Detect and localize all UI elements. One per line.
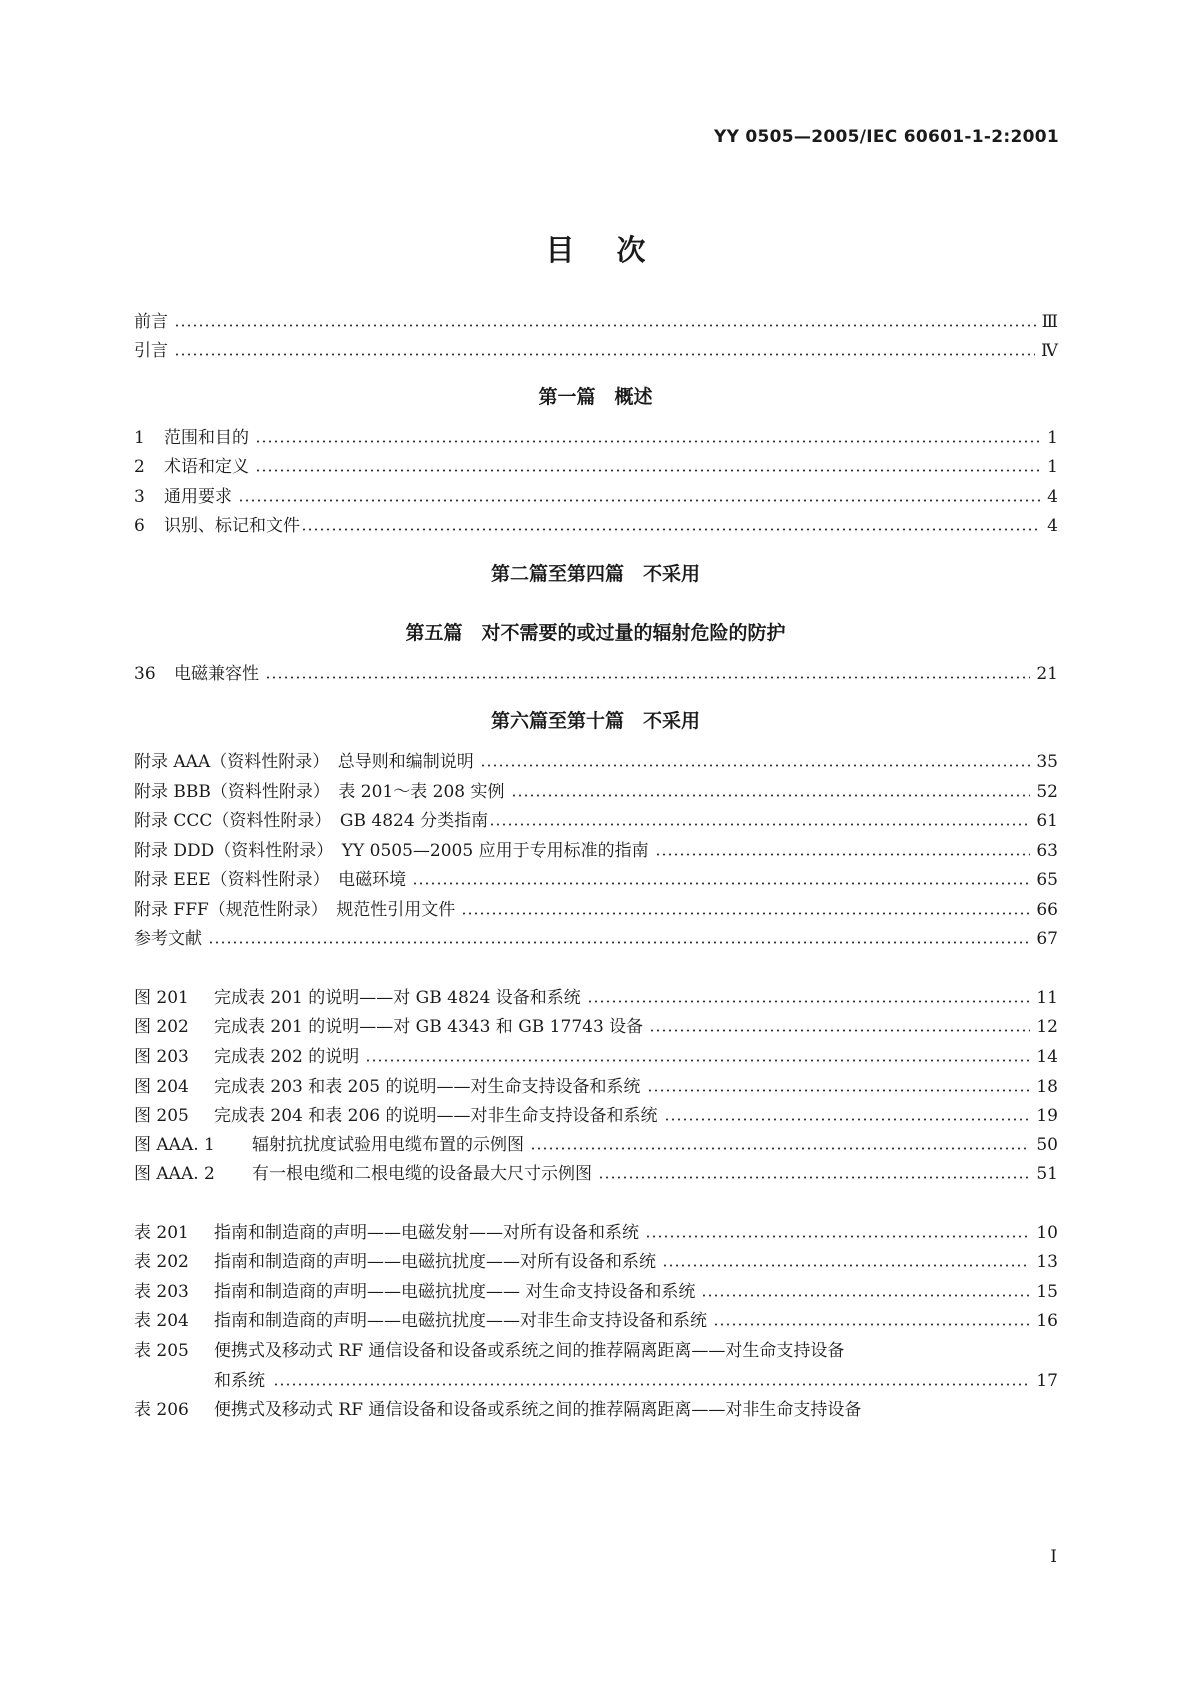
clause-number: 3	[134, 487, 145, 507]
leader-dots	[273, 1383, 1030, 1386]
toc-entry-text: 附录 EEE（资料性附录） 电磁环境	[134, 870, 407, 890]
leader-dots	[265, 676, 1030, 679]
leader-dots	[174, 353, 1035, 356]
toc-entry-text: 前言	[134, 312, 168, 332]
toc-entry-table-205-continued[interactable]	[134, 1369, 1058, 1393]
toc-page-number: 1	[1047, 457, 1058, 477]
toc-entry-table-205[interactable]	[134, 1339, 1058, 1363]
toc-entry-text: 完成表 202 的说明	[214, 1047, 360, 1067]
figure-number: 图 203	[134, 1047, 189, 1067]
leader-dots	[655, 853, 1031, 856]
toc-entry-annex-aaa[interactable]	[134, 750, 1058, 774]
clause-number: 6	[134, 516, 145, 536]
leader-dots	[238, 499, 1041, 502]
toc-entry-introduction[interactable]	[134, 339, 1058, 363]
toc-entry-figure-aaa1[interactable]	[134, 1133, 1058, 1157]
toc-entry-annex-ddd[interactable]	[134, 839, 1058, 863]
toc-entry-table-203[interactable]	[134, 1280, 1058, 1304]
leader-dots	[255, 440, 1041, 443]
toc-page-number: 12	[1036, 1017, 1058, 1037]
toc-entry-text: 指南和制造商的声明——电磁抗扰度——对所有设备和系统	[214, 1252, 656, 1272]
table-number: 表 201	[134, 1223, 189, 1243]
leader-dots	[647, 1089, 1031, 1092]
toc-page-number: 51	[1036, 1164, 1058, 1184]
toc-page-number: 67	[1036, 929, 1058, 949]
toc-entry-clause-36[interactable]	[134, 662, 1058, 686]
toc-page-number: Ⅲ	[1041, 312, 1058, 332]
toc-entry-annex-ccc[interactable]	[134, 809, 1058, 833]
clause-number: 36	[134, 664, 156, 684]
toc-page-number: 66	[1036, 900, 1058, 920]
leader-dots	[365, 1059, 1030, 1062]
clause-number: 1	[134, 428, 145, 448]
toc-page-number: 65	[1036, 870, 1058, 890]
table-number: 表 205	[134, 1341, 189, 1361]
toc-entry-figure-203[interactable]	[134, 1045, 1058, 1069]
toc-entry-text: 有一根电缆和二根电缆的设备最大尺寸示例图	[252, 1164, 592, 1184]
leader-dots	[649, 1029, 1030, 1032]
toc-page-number: 52	[1036, 782, 1058, 802]
table-number: 表 204	[134, 1311, 189, 1331]
leader-dots	[301, 528, 1041, 531]
page-folio: Ⅰ	[1050, 1547, 1057, 1567]
figure-number: 图 AAA. 1	[134, 1135, 215, 1155]
toc-entry-annex-bbb[interactable]	[134, 780, 1058, 804]
leader-dots	[664, 1118, 1031, 1121]
leader-dots	[645, 1235, 1030, 1238]
toc-entry-table-204[interactable]	[134, 1309, 1058, 1333]
toc-entry-text: 附录 AAA（资料性附录） 总导则和编制说明	[134, 752, 474, 772]
toc-entry-text: 和系统	[214, 1371, 265, 1391]
toc-page-number: 19	[1036, 1106, 1058, 1126]
leader-dots	[174, 324, 1036, 327]
toc-entry-text: 完成表 201 的说明——对 GB 4824 设备和系统	[214, 988, 581, 1008]
toc-page-number: 17	[1036, 1371, 1058, 1391]
toc-entry-text: 附录 CCC（资料性附录） GB 4824 分类指南	[134, 811, 489, 831]
table-number: 表 202	[134, 1252, 189, 1272]
table-number: 表 206	[134, 1400, 189, 1420]
toc-entry-text: 辐射抗扰度试验用电缆布置的示例图	[252, 1135, 524, 1155]
toc-page-number: 1	[1047, 428, 1058, 448]
figure-number: 图 201	[134, 988, 189, 1008]
leader-dots	[662, 1264, 1030, 1267]
toc-page-number: 15	[1036, 1282, 1058, 1302]
toc-entry-figure-205[interactable]	[134, 1104, 1058, 1128]
toc-entry-text: 电磁兼容性	[174, 664, 259, 684]
toc-entry-table-206[interactable]	[134, 1398, 1058, 1422]
part-heading-6-10: 第六篇至第十篇 不采用	[490, 710, 700, 732]
toc-entry-text: 完成表 204 和表 206 的说明——对非生命支持设备和系统	[214, 1106, 658, 1126]
toc-entry-text: 识别、标记和文件	[164, 516, 300, 536]
toc-entry-annex-eee[interactable]	[134, 868, 1058, 892]
toc-page-number: 50	[1036, 1135, 1058, 1155]
toc-entry-text: 指南和制造商的声明——电磁抗扰度——对非生命支持设备和系统	[214, 1311, 707, 1331]
clause-number: 2	[134, 457, 145, 477]
figure-number: 图 AAA. 2	[134, 1164, 215, 1184]
toc-entry-text: 附录 FFF（规范性附录） 规范性引用文件	[134, 900, 456, 920]
toc-page-number: 63	[1036, 841, 1058, 861]
toc-entry-clause-3[interactable]	[134, 485, 1058, 509]
toc-entry-clause-2[interactable]	[134, 455, 1058, 479]
toc-entry-text: 完成表 203 和表 205 的说明——对生命支持设备和系统	[214, 1077, 641, 1097]
leader-dots	[208, 941, 1030, 944]
toc-entry-clause-1[interactable]	[134, 426, 1058, 450]
page-title: 目次	[545, 233, 688, 267]
toc-page-number: 10	[1036, 1223, 1058, 1243]
figure-number: 图 205	[134, 1106, 189, 1126]
toc-entry-table-201[interactable]	[134, 1221, 1058, 1245]
toc-entry-text: 引言	[134, 341, 168, 361]
leader-dots	[713, 1323, 1030, 1326]
toc-entry-text: 指南和制造商的声明——电磁发射——对所有设备和系统	[214, 1223, 639, 1243]
table-number: 表 203	[134, 1282, 189, 1302]
standard-code: YY 0505—2005/IEC 60601-1-2:2001	[713, 127, 1059, 147]
toc-entry-text: 范围和目的	[164, 428, 249, 448]
leader-dots	[530, 1147, 1030, 1150]
toc-entry-text: 便携式及移动式 RF 通信设备和设备或系统之间的推荐隔离距离——对生命支持设备	[214, 1341, 845, 1361]
leader-dots	[598, 1176, 1030, 1179]
toc-page-number: 21	[1036, 664, 1058, 684]
leader-dots	[461, 912, 1030, 915]
toc-page-number: 13	[1036, 1252, 1058, 1272]
toc-entry-text: 指南和制造商的声明——电磁抗扰度—— 对生命支持设备和系统	[214, 1282, 696, 1302]
part-heading-5: 第五篇 对不需要的或过量的辐射危险的防护	[405, 622, 786, 644]
leader-dots	[587, 1000, 1031, 1003]
toc-entry-text: 完成表 201 的说明——对 GB 4343 和 GB 17743 设备	[214, 1017, 644, 1037]
part-heading-2-4: 第二篇至第四篇 不采用	[490, 563, 700, 585]
figure-number: 图 202	[134, 1017, 189, 1037]
toc-entry-figure-201[interactable]	[134, 986, 1058, 1010]
toc-page-number: 11	[1036, 988, 1058, 1008]
toc-entry-figure-aaa2[interactable]	[134, 1162, 1058, 1186]
toc-entry-preface[interactable]	[134, 310, 1058, 334]
leader-dots	[511, 794, 1031, 797]
toc-entry-figure-202[interactable]	[134, 1015, 1058, 1039]
toc-page-number: 35	[1036, 752, 1058, 772]
toc-entry-text: 通用要求	[164, 487, 232, 507]
toc-page-number: 14	[1036, 1047, 1058, 1067]
toc-page-number: 61	[1036, 811, 1058, 831]
toc-page-number: 4	[1047, 487, 1058, 507]
toc-entry-clause-6[interactable]	[134, 514, 1058, 538]
toc-entry-table-202[interactable]	[134, 1250, 1058, 1274]
toc-entry-text: 术语和定义	[164, 457, 249, 477]
toc-entry-bibliography[interactable]	[134, 927, 1058, 951]
leader-dots	[489, 823, 1030, 826]
toc-page-number: 4	[1047, 516, 1058, 536]
toc-entry-annex-fff[interactable]	[134, 898, 1058, 922]
toc-entry-text: 附录 BBB（资料性附录） 表 201～表 208 实例	[134, 782, 505, 802]
toc-entry-figure-204[interactable]	[134, 1075, 1058, 1099]
leader-dots	[701, 1294, 1030, 1297]
leader-dots	[255, 469, 1041, 472]
leader-dots	[480, 764, 1031, 767]
toc-page-number: 18	[1036, 1077, 1058, 1097]
toc-entry-text: 便携式及移动式 RF 通信设备和设备或系统之间的推荐隔离距离——对非生命支持设备	[214, 1400, 862, 1420]
leader-dots	[412, 882, 1030, 885]
toc-entry-text: 附录 DDD（资料性附录） YY 0505—2005 应用于专用标准的指南	[134, 841, 649, 861]
figure-number: 图 204	[134, 1077, 189, 1097]
toc-page-number: 16	[1036, 1311, 1058, 1331]
toc-page-number: Ⅳ	[1041, 341, 1058, 361]
part-heading-1: 第一篇 概述	[538, 386, 653, 408]
toc-entry-text: 参考文献	[134, 929, 202, 949]
